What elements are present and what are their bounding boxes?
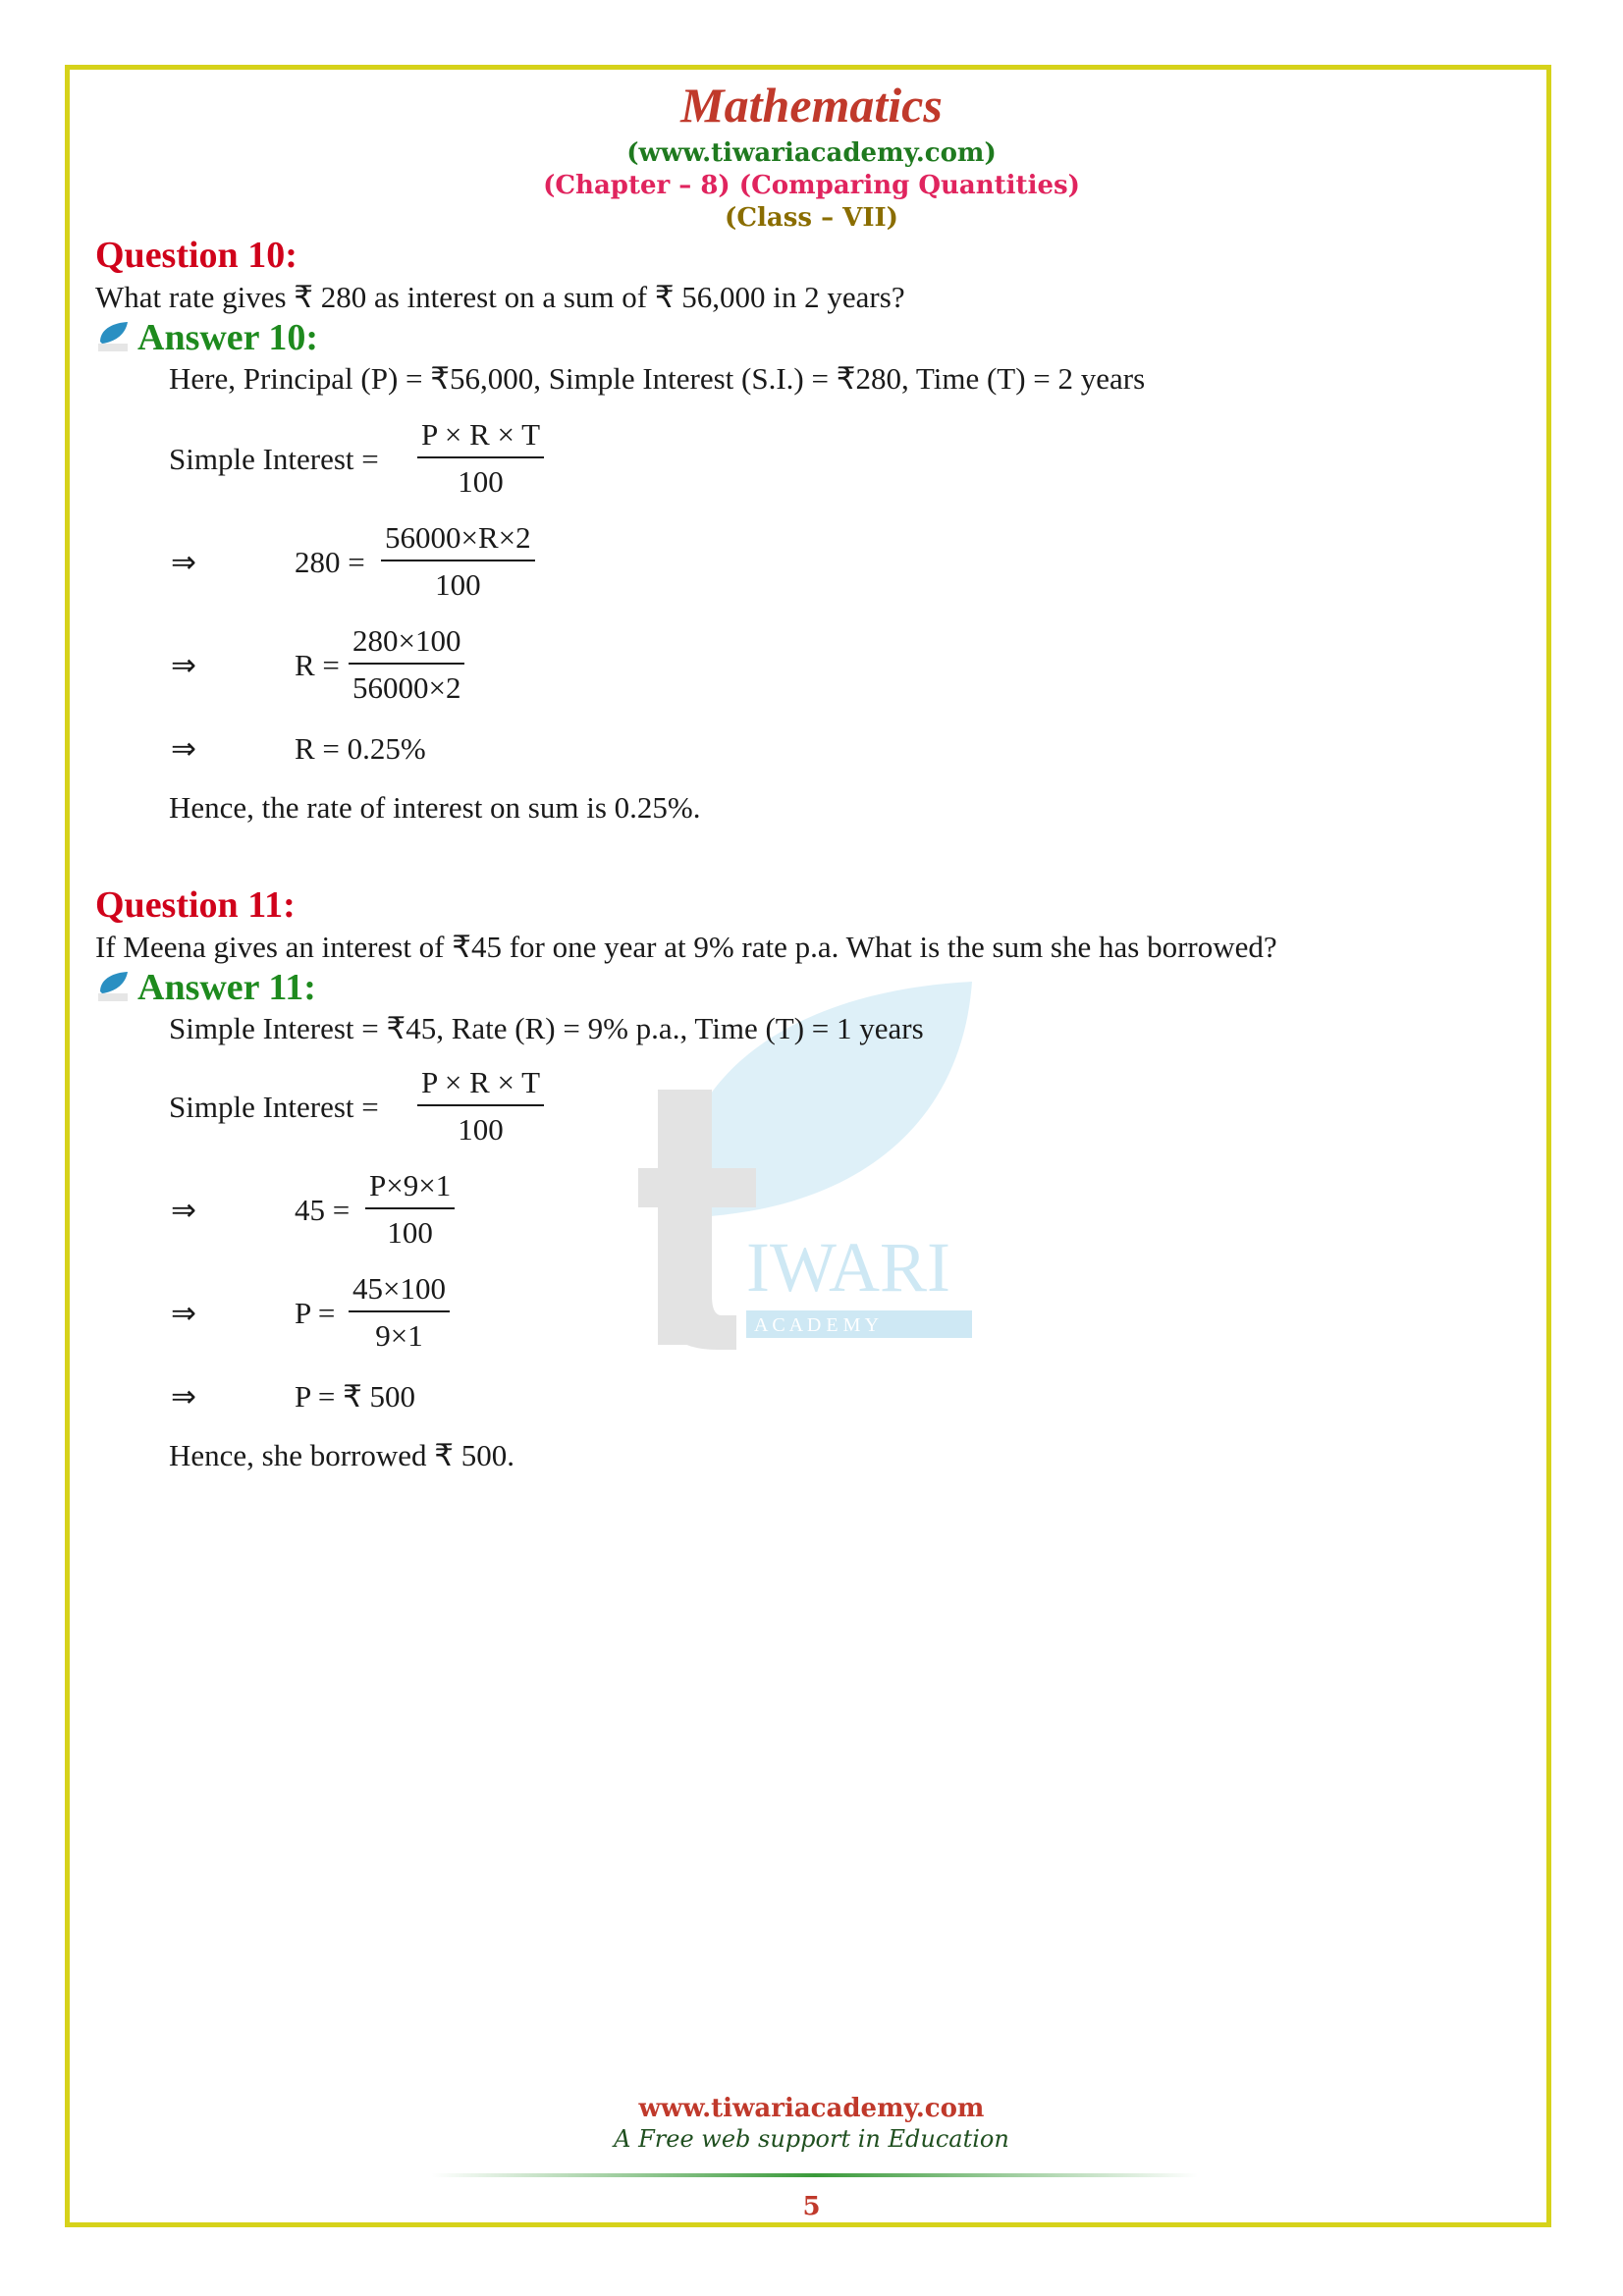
q11-arrow-2: ⇒ — [171, 1296, 196, 1330]
q11-arrow-3: ⇒ — [171, 1379, 196, 1414]
q10-step2-denominator: 56000×2 — [352, 670, 461, 705]
q11-step1-fraction — [365, 1168, 455, 1251]
q11-step2-numerator: 45×100 — [349, 1271, 450, 1312]
q11-step2-fraction — [349, 1271, 450, 1354]
q10-arrow-3: ⇒ — [171, 731, 196, 766]
q11-step1-lhs: 45 = — [295, 1193, 351, 1227]
q11-formula-label: Simple Interest = — [169, 1090, 379, 1124]
q10-step1-denominator: 100 — [435, 567, 481, 602]
answer-11-given: Simple Interest = ₹45, Rate (R) = 9% p.a., Time (T) = 1 years — [169, 1011, 924, 1045]
q10-step2-fraction — [349, 623, 464, 706]
footer-tagline: A Free web support in Education — [614, 2125, 1009, 2153]
q10-step2-numerator: 280×100 — [349, 623, 464, 665]
question-11-heading: Question 11: — [95, 884, 296, 926]
q11-step2-lhs: P = — [295, 1296, 336, 1330]
answer-11-heading-row — [96, 966, 316, 1009]
page-number: 5 — [802, 2192, 821, 2221]
letter-t-bar — [638, 1168, 756, 1207]
question-11-text: If Meena gives an interest of ₹45 for one year at 9% rate p.a. What is the sum she has borrowed? — [95, 930, 1277, 964]
q11-step1-numerator: P×9×1 — [365, 1168, 455, 1209]
watermark-sub: A C A D E M Y — [754, 1314, 880, 1336]
q11-step1-denominator: 100 — [387, 1215, 433, 1250]
q11-formula-numerator: P × R × T — [417, 1065, 544, 1106]
tiwari-logo-icon — [96, 970, 130, 1003]
q10-formula-numerator: P × R × T — [417, 417, 544, 458]
footer-website[interactable]: www.tiwariacademy.com — [638, 2094, 985, 2123]
q10-step1-numerator: 56000×R×2 — [381, 520, 535, 561]
q10-arrow-1: ⇒ — [171, 545, 196, 579]
q10-step2-lhs: R = — [295, 648, 340, 682]
header-chapter: (Chapter – 8) (Comparing Quantities) — [543, 171, 1080, 200]
question-10-heading: Question 10: — [95, 235, 298, 276]
q11-formula-fraction — [417, 1065, 544, 1148]
tiwari-logo-icon — [96, 320, 130, 353]
q10-step1-lhs: 280 = — [295, 545, 365, 579]
q11-formula-denominator: 100 — [458, 1112, 504, 1147]
q10-arrow-2: ⇒ — [171, 648, 196, 682]
q10-formula-denominator: 100 — [458, 464, 504, 499]
q10-conclusion: Hence, the rate of interest on sum is 0.25%. — [169, 790, 701, 825]
header-class: (Class – VII) — [725, 203, 898, 233]
q10-formula-label: Simple Interest = — [169, 442, 379, 476]
q10-step1-fraction — [381, 520, 535, 603]
footer-divider — [432, 2173, 1198, 2177]
q10-formula-fraction — [417, 417, 544, 500]
q11-arrow-1: ⇒ — [171, 1193, 196, 1227]
watermark-word: IWARI — [746, 1228, 950, 1307]
header-website[interactable]: (www.tiwariacademy.com) — [626, 138, 997, 168]
answer-10-heading: Answer 10: — [137, 317, 319, 358]
q11-conclusion: Hence, she borrowed ₹ 500. — [169, 1438, 515, 1472]
page-title: Mathematics — [680, 78, 943, 133]
q10-step3: R = 0.25% — [295, 731, 426, 766]
answer-10-given: Here, Principal (P) = ₹56,000, Simple Interest (S.I.) = ₹280, Time (T) = 2 years — [169, 361, 1146, 396]
q11-step3: P = ₹ 500 — [295, 1379, 416, 1414]
answer-11-heading: Answer 11: — [137, 967, 316, 1008]
answer-10-heading-row — [96, 316, 318, 359]
q11-step2-denominator: 9×1 — [375, 1318, 423, 1353]
question-10-text: What rate gives ₹ 280 as interest on a sum of ₹ 56,000 in 2 years? — [95, 280, 905, 314]
